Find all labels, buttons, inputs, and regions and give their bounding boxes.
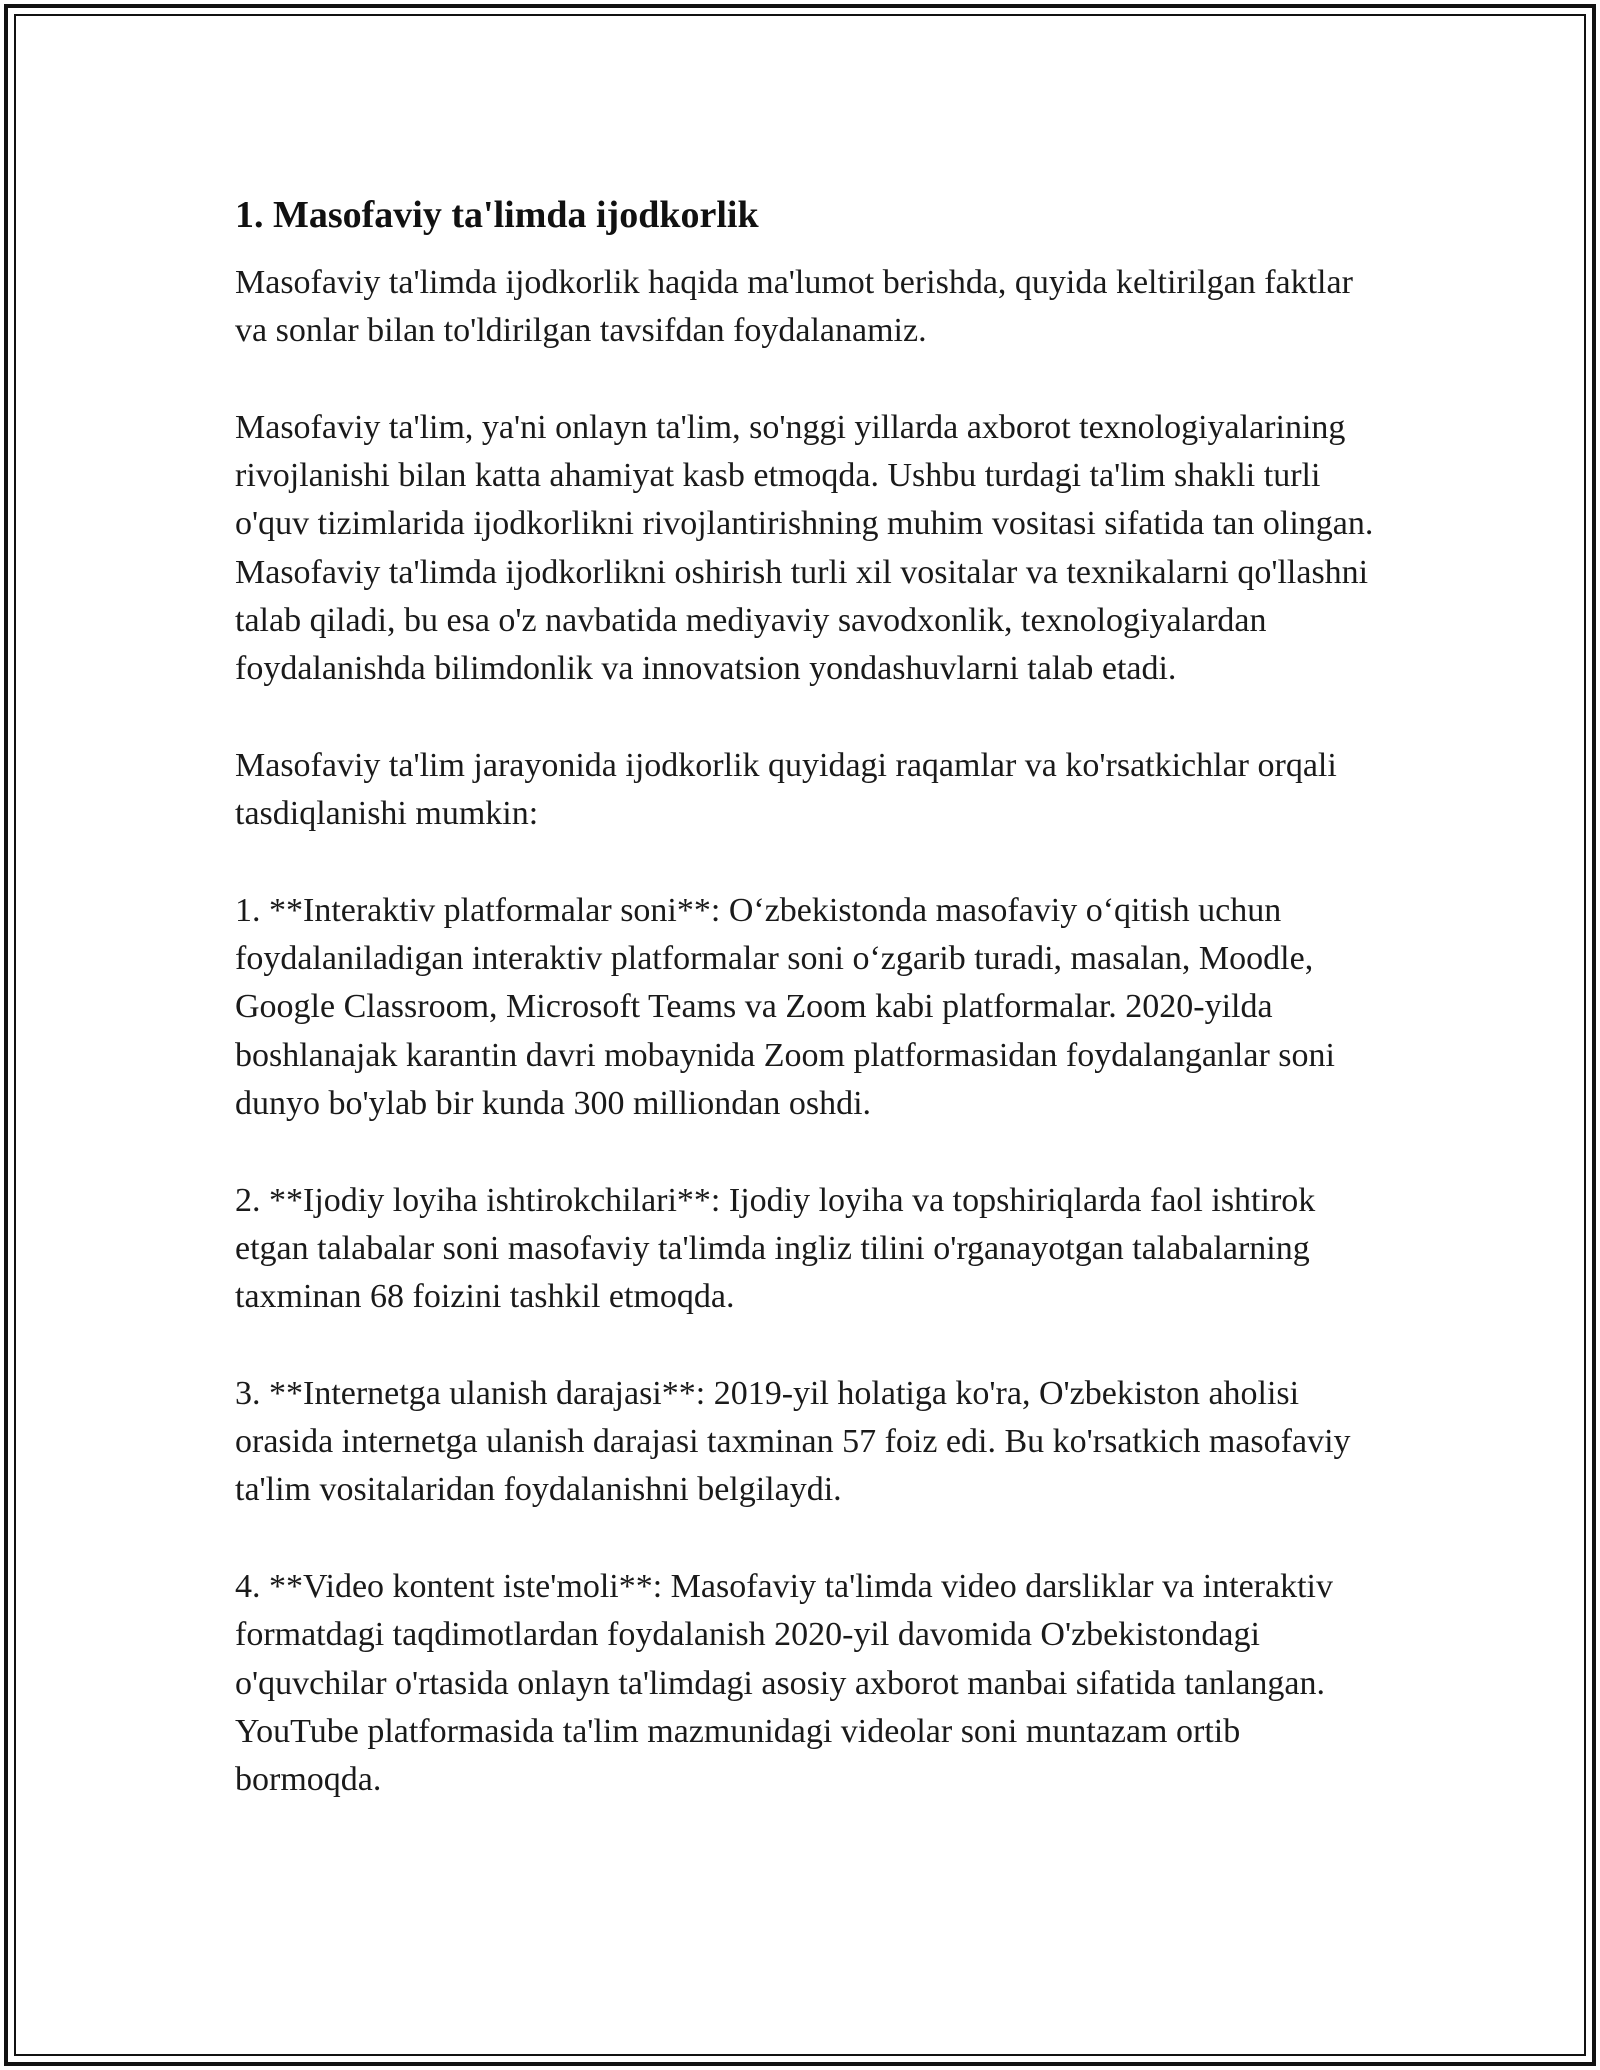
list-item-creative-projects: 2. **Ijodiy loyiha ishtirokchilari**: Ijodiy loyiha va topshiriqlarda faol ishtirok etgan talabalar soni masofaviy ta'limda ingliz tilini o'rganayotgan talabalarning taxminan 68 foizini tashkil etmoqda. xyxy=(235,1181,1316,1316)
section-heading: 1. Masofaviy ta'limda ijodkorlik xyxy=(235,194,759,236)
list-item-interactive-platforms: 1. **Interaktiv platformalar soni**: O‘zbekistonda masofaviy o‘qitish uchun foydalaniladigan interaktiv platformalar soni o‘zgarib turadi, masalan, Moodle, Google Classroom, Microsoft Teams va Zoom kabi platformalar. 2020-yilda boshlanajak karantin davri mobaynida Zoom platformasidan foydalanganlar soni dunyo bo'ylab bir kunda 300 milliondan oshdi. xyxy=(235,891,1335,1123)
document-body xyxy=(235,185,1375,1853)
description-paragraph: Masofaviy ta'lim, ya'ni onlayn ta'lim, so'nggi yillarda axborot texnologiyalarining rivojlanishi bilan katta ahamiyat kasb etmoqda. Ushbu turdagi ta'lim shakli turli o'quv tizimlarida ijodkorlikni rivojlantirishning muhim vositasi sifatida tan olingan. Masofaviy ta'limda ijodkorlikni oshirish turli xil vositalar va texnikalarni qo'llashni talab qiladi, bu esa o'z navbatida mediyaviy savodxonlik, texnologiyalardan foydalanishda bilimdonlik va innovatsion yondashuvlarni talab etadi. xyxy=(235,408,1374,688)
intro-paragraph: Masofaviy ta'limda ijodkorlik haqida ma'lumot berishda, quyida keltirilgan faktlar va sonlar bilan to'ldirilgan tavsifdan foydalanamiz. xyxy=(235,264,1353,350)
indicators-intro-paragraph: Masofaviy ta'lim jarayonida ijodkorlik quyidagi raqamlar va ko'rsatkichlar orqali tasdiqlanishi mumkin: xyxy=(235,746,1337,833)
list-item-video-content: 4. **Video kontent iste'moli**: Masofaviy ta'limda video darsliklar va interaktiv formatdagi taqdimotlardan foydalanish 2020-yil davomida O'zbekistondagi o'quvchilar o'rtasida onlayn ta'limdagi asosiy axborot manbai sifatida tanlangan. YouTube platformasida ta'lim mazmunidagi videolar soni muntazam ortib bormoqda. xyxy=(235,1568,1333,1799)
list-item-internet-access: 3. **Internetga ulanish darajasi**: 2019-yil holatiga ko'ra, O'zbekiston aholisi orasida internetga ulanish darajasi taxminan 57 foiz edi. Bu ko'rsatkich masofaviy ta'lim vositalaridan foydalanishni belgilaydi. xyxy=(235,1374,1351,1509)
